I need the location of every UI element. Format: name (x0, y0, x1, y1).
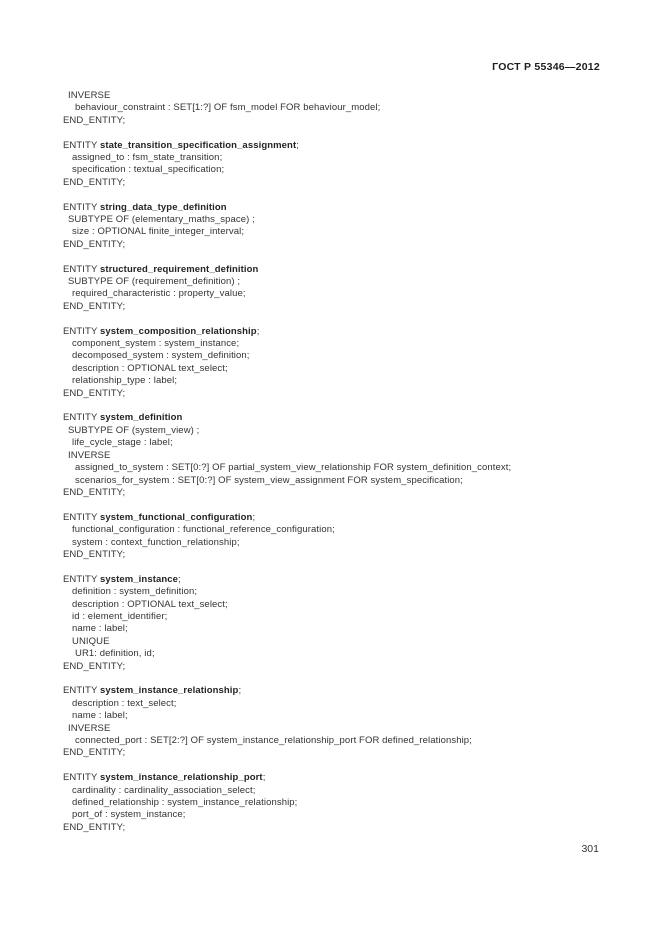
entity-name: structured_requirement_definition (99, 263, 259, 275)
code-line (63, 388, 631, 400)
code-line (63, 797, 631, 809)
code-line (63, 710, 631, 722)
code-line (63, 450, 631, 462)
code-text: ENTITY (63, 263, 100, 275)
entity-name: system_instance_relationship_port (99, 772, 263, 784)
code-line (63, 549, 631, 561)
entity-name: system_instance (99, 573, 179, 585)
code-line (63, 214, 631, 226)
code-line (63, 363, 631, 375)
code-line (63, 152, 631, 164)
entity-name: system_composition_relationship (99, 325, 257, 337)
code-line (63, 487, 631, 499)
code-text: ENTITY (63, 573, 100, 585)
entity-block (63, 685, 631, 759)
code-text: END_ENTITY; (63, 176, 126, 188)
code-text: id : element_identifier; (72, 610, 168, 622)
code-text: description : OPTIONAL text_select; (72, 362, 228, 374)
code-text: component_system : system_instance; (72, 338, 240, 350)
code-line (63, 412, 631, 424)
code-line (63, 164, 631, 176)
code-text: SUBTYPE OF (elementary_maths_space) ; (68, 214, 255, 226)
code-text: relationship_type : label; (72, 375, 178, 387)
code-text: INVERSE (68, 449, 111, 461)
code-line (63, 809, 631, 821)
code-line (63, 288, 631, 300)
entity-name: system_functional_configuration (99, 511, 253, 523)
code-line (63, 375, 631, 387)
code-text: life_cycle_stage : label; (72, 437, 173, 449)
entity-block (63, 772, 631, 834)
code-line (63, 326, 631, 338)
entity-name: system_definition (99, 412, 183, 424)
code-text: assigned_to_system : SET[0:?] OF partial_system_view_relationship FOR system_definition_context; (75, 462, 512, 474)
entity-name: state_transition_specification_assignment (99, 139, 297, 151)
code-text: END_ENTITY; (63, 660, 126, 672)
entity-name: string_data_type_definition (99, 201, 227, 213)
standard-number-header: ГОСТ Р 55346—2012 (492, 61, 600, 73)
code-text: END_ENTITY; (63, 300, 126, 312)
code-text: specification : textual_specification; (72, 164, 225, 176)
code-line (63, 648, 631, 660)
code-text: UNIQUE (72, 635, 110, 647)
code-line (63, 102, 631, 114)
code-line (63, 537, 631, 549)
entity-blocks (63, 90, 631, 847)
code-line (63, 698, 631, 710)
code-text: UR1: definition, id; (75, 648, 155, 660)
code-text: definition : system_definition; (72, 586, 198, 598)
code-line (63, 822, 631, 834)
code-line (63, 772, 631, 784)
code-line (63, 226, 631, 238)
code-text: ; (252, 511, 256, 523)
code-text: END_ENTITY; (63, 747, 126, 759)
code-line (63, 140, 631, 152)
code-text: connected_port : SET[2:?] OF system_instance_relationship_port FOR defined_relationship; (75, 735, 472, 746)
code-text: behaviour_constraint : SET[1:?] OF fsm_model FOR behaviour_model; (75, 102, 381, 114)
code-text: END_ENTITY; (63, 548, 126, 560)
code-line (63, 599, 631, 611)
code-line (63, 475, 631, 487)
code-text: defined_relationship : system_instance_relationship; (72, 797, 298, 809)
code-text: functional_configuration : functional_reference_configuration; (72, 524, 335, 536)
code-text: description : OPTIONAL text_select; (72, 598, 228, 610)
code-text: ; (256, 325, 260, 337)
entity-block (63, 264, 631, 314)
entity-block (63, 412, 631, 499)
code-text: name : label; (72, 710, 128, 722)
code-line (63, 338, 631, 350)
code-text: ENTITY (63, 201, 100, 213)
code-text: END_ENTITY; (63, 486, 126, 498)
page-number: 301 (581, 843, 599, 855)
code-text: ENTITY (63, 412, 100, 424)
code-line (63, 239, 631, 251)
code-text: INVERSE (68, 722, 111, 734)
code-text: INVERSE (68, 90, 111, 101)
entity-block (63, 90, 631, 127)
entity-block (63, 140, 631, 190)
code-line (63, 512, 631, 524)
code-line (63, 177, 631, 189)
entity-block (63, 202, 631, 252)
code-text: description : text_select; (72, 697, 177, 709)
code-line (63, 785, 631, 797)
code-line (63, 350, 631, 362)
code-text: ENTITY (63, 511, 100, 523)
entity-block (63, 512, 631, 562)
code-text: ; (262, 772, 266, 784)
code-line (63, 586, 631, 598)
code-text: port_of : system_instance; (72, 809, 186, 821)
code-line (63, 90, 631, 102)
entity-block (63, 574, 631, 673)
code-text: scenarios_for_system : SET[0:?] OF system_view_assignment FOR system_specification; (75, 474, 463, 486)
code-text: ENTITY (63, 139, 100, 151)
entity-name: system_instance_relationship (99, 685, 239, 697)
code-line (63, 574, 631, 586)
code-line (63, 276, 631, 288)
code-line (63, 524, 631, 536)
code-text: system : context_function_relationship; (72, 536, 240, 548)
code-line (63, 115, 631, 127)
code-text: required_characteristic : property_value; (72, 288, 246, 300)
code-text: ; (238, 685, 242, 697)
code-text: ; (178, 573, 181, 585)
code-text: decomposed_system : system_definition; (72, 350, 250, 362)
code-text: ENTITY (63, 772, 100, 784)
code-line (63, 425, 631, 437)
code-line (63, 735, 631, 747)
code-text: END_ENTITY; (63, 821, 126, 833)
code-line (63, 747, 631, 759)
code-text: END_ENTITY; (63, 387, 126, 399)
code-text: SUBTYPE OF (system_view) ; (68, 424, 200, 436)
code-line (63, 202, 631, 214)
code-line (63, 661, 631, 673)
code-text: ENTITY (63, 325, 100, 337)
code-line (63, 301, 631, 313)
code-line (63, 437, 631, 449)
code-text: name : label; (72, 623, 128, 635)
entity-block (63, 326, 631, 400)
code-line (63, 685, 631, 697)
code-line (63, 611, 631, 623)
code-text: cardinality : cardinality_association_select; (72, 784, 256, 796)
code-text: END_ENTITY; (63, 238, 126, 250)
code-text: size : OPTIONAL finite_integer_interval; (72, 226, 245, 238)
code-line (63, 264, 631, 276)
code-line (63, 462, 631, 474)
code-text: assigned_to : fsm_state_transition; (72, 152, 223, 164)
code-text: ; (296, 139, 299, 151)
code-text: ENTITY (63, 685, 100, 697)
code-line (63, 636, 631, 648)
code-line (63, 723, 631, 735)
code-text: SUBTYPE OF (requirement_definition) ; (68, 276, 241, 288)
code-line (63, 623, 631, 635)
code-text: END_ENTITY; (63, 114, 126, 126)
